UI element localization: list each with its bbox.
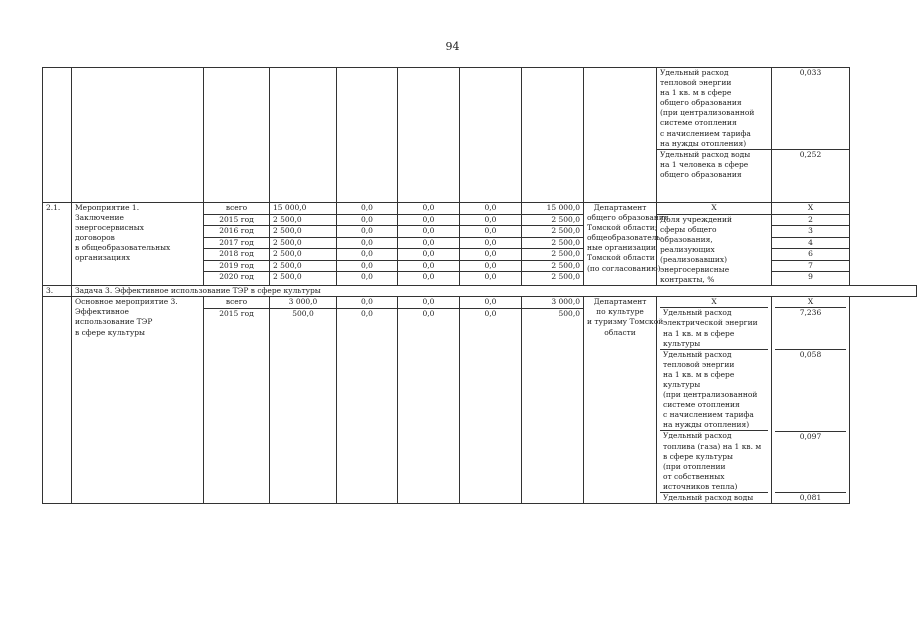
indicator-line: культуры xyxy=(663,380,701,389)
zero-amount: 0,0 xyxy=(337,238,397,250)
indicator-line: (при централизованной xyxy=(663,390,758,400)
executor-line: общего образования xyxy=(587,213,669,223)
zero-amount: 0,0 xyxy=(337,249,397,261)
zero-amount: 0,0 xyxy=(398,215,459,227)
indicator-text xyxy=(657,68,771,150)
zero-amount: 0,0 xyxy=(337,226,397,238)
period: 2018 год xyxy=(204,249,269,261)
zero-amount: 0,0 xyxy=(337,215,397,227)
empty-cell xyxy=(398,68,460,203)
period: 2019 год xyxy=(204,261,269,273)
indicator-value: 7 xyxy=(772,261,849,273)
indicator-line: энергосервисные xyxy=(660,264,730,274)
other-amount: 2 500,0 xyxy=(522,261,583,273)
executor-line: и туризму Томской xyxy=(587,317,664,327)
empty-cell xyxy=(522,68,584,203)
zero-column xyxy=(398,297,460,504)
empty-cell xyxy=(43,68,72,203)
task-title: Задача 3. Эффективное использование ТЭР в сфере культуры xyxy=(72,286,917,297)
period: 2015 год xyxy=(219,308,254,318)
table-row-2-1 xyxy=(43,203,917,286)
indicator-line: на 1 кв. м в сфере xyxy=(663,369,735,379)
indicator-line: тепловой энергии xyxy=(663,359,735,369)
totals-cell xyxy=(270,297,337,504)
zero-column xyxy=(337,297,398,504)
indicator-line: сферы общего xyxy=(660,224,717,234)
zero-amount: 0,0 xyxy=(337,203,397,215)
other-amount: 2 500,0 xyxy=(522,215,583,227)
indicator-line: тепловой энергии xyxy=(660,78,732,88)
zero-amount: 0,0 xyxy=(398,226,459,238)
table-row-main-3 xyxy=(43,297,917,504)
program-table xyxy=(42,67,917,504)
periods-cell xyxy=(204,203,270,286)
indicator-line: на нужды отопления) xyxy=(660,138,747,148)
value-cell xyxy=(772,297,850,504)
other-sources-cell xyxy=(522,203,584,286)
measure-name-line: Эффективное xyxy=(75,307,129,317)
zero-amount: 0,0 xyxy=(337,297,397,309)
empty-cell xyxy=(584,68,657,203)
zero-amount: 0,0 xyxy=(422,272,435,281)
indicator-value: 0,081 xyxy=(799,493,822,503)
zero-amount: 0,0 xyxy=(460,249,521,261)
indicator-line: Х xyxy=(711,297,717,307)
executor-line: Томской области xyxy=(587,253,655,263)
other-amount: 2 500,0 xyxy=(522,249,583,261)
indicator-value: 3 xyxy=(772,226,849,238)
indicator-value: 6 xyxy=(772,249,849,261)
executor-line: по культуре xyxy=(596,307,644,317)
measure-name-line: энергосервисных xyxy=(75,223,144,233)
executor-line: Департамент xyxy=(593,203,647,212)
indicator-line: Доля учреждений xyxy=(660,214,733,224)
indicator-text xyxy=(657,215,771,286)
indicator-line: реализующих xyxy=(660,244,715,254)
indicator-value: 0,252 xyxy=(799,149,822,159)
total-amount: 2 500,0 xyxy=(273,272,302,281)
indicator-line: общего образования xyxy=(660,98,742,108)
measure-name-line: в общеобразовательных xyxy=(75,243,171,253)
empty-cell xyxy=(43,297,72,504)
zero-amount: 0,0 xyxy=(460,215,521,227)
indicator-value: Х xyxy=(772,203,849,215)
zero-amount: 0,0 xyxy=(484,272,497,281)
program-table-page xyxy=(42,67,886,504)
indicator-line: Удельный расход xyxy=(663,349,732,359)
indicator-line: системе отопления xyxy=(660,118,737,128)
indicator-line: источников тепла) xyxy=(663,481,738,491)
total-amount: 2 500,0 xyxy=(270,226,336,238)
indicator-cell xyxy=(657,68,772,203)
indicator-line: Удельный расход xyxy=(663,431,732,441)
executor-cell xyxy=(584,203,669,286)
indicator-placeholder: Х xyxy=(657,203,771,215)
total-amount: 2 500,0 xyxy=(270,238,336,250)
measure-name xyxy=(72,203,204,286)
indicator-line: Удельный расход воды xyxy=(660,149,751,159)
row-number: 2.1. xyxy=(43,203,72,286)
empty-cell xyxy=(337,68,398,203)
executor-cell xyxy=(584,297,664,504)
indicator-line: с начислением тарифа xyxy=(660,128,751,138)
table-body xyxy=(43,68,917,504)
other-amount: 2 500,0 xyxy=(522,238,583,250)
measure-name-line: Основное мероприятие 3. xyxy=(75,297,178,307)
indicator-value: 0,058 xyxy=(775,350,846,432)
measure-name-line: организациях xyxy=(75,253,131,263)
zero-amount: 0,0 xyxy=(460,226,521,238)
other-amount: 3 000,0 xyxy=(522,297,583,309)
indicator-cell xyxy=(657,297,772,504)
indicator-value: 2 xyxy=(772,215,849,227)
indicator-line: (при отоплении xyxy=(663,461,726,471)
indicator-text xyxy=(660,431,768,493)
zero-amount: 0,0 xyxy=(398,297,459,309)
value-cell xyxy=(772,68,850,203)
indicator-line: с начислением тарифа xyxy=(663,410,754,420)
zero-amount: 0,0 xyxy=(337,261,397,273)
measure-name-line: в сфере культуры xyxy=(75,327,146,337)
empty-cell xyxy=(270,68,337,203)
measure-name-line: договоров xyxy=(75,233,115,243)
indicator-line: на 1 кв. м в сфере xyxy=(663,328,735,338)
indicator-line: от собственных xyxy=(663,471,725,481)
period: всего xyxy=(204,297,269,309)
zero-amount: 0,0 xyxy=(460,203,521,215)
zero-amount: 0,0 xyxy=(398,261,459,273)
executor-line: (по согласованию) xyxy=(587,263,661,273)
zero-amount: 0,0 xyxy=(460,238,521,250)
empty-cell xyxy=(460,68,522,203)
executor-line: ные организации xyxy=(587,243,656,253)
zero-amount: 0,0 xyxy=(422,308,435,318)
total-amount: 500,0 xyxy=(292,308,314,318)
zero-amount: 0,0 xyxy=(398,238,459,250)
indicator-line: образования, xyxy=(660,234,713,244)
table-row-top xyxy=(43,68,917,203)
table-row-task-3 xyxy=(43,286,917,297)
other-amount: 15 000,0 xyxy=(522,203,583,215)
value-cell xyxy=(772,203,850,286)
indicator-value: Х xyxy=(775,297,846,308)
indicator-line: общего образования xyxy=(660,169,742,179)
indicator-value: 4 xyxy=(772,238,849,250)
indicator-text xyxy=(660,308,768,349)
empty-cell xyxy=(204,68,270,203)
zero-column xyxy=(398,203,460,286)
indicator-text xyxy=(660,493,768,503)
empty-cell xyxy=(72,68,204,203)
total-amount: 15 000,0 xyxy=(270,203,336,215)
measure-name xyxy=(72,297,204,504)
measure-name-line: Мероприятие 1. xyxy=(75,203,140,212)
indicator-text xyxy=(657,150,771,180)
indicator-line: (при централизованной xyxy=(660,108,755,118)
indicator-line: Удельный расход xyxy=(663,308,732,318)
task-number: 3. xyxy=(43,286,72,297)
other-sources-cell xyxy=(522,297,584,504)
indicator-line: топлива (газа) на 1 кв. м xyxy=(663,441,762,451)
indicator-value: 0,097 xyxy=(775,432,846,494)
indicator-text xyxy=(660,297,768,308)
zero-amount: 0,0 xyxy=(460,261,521,273)
page-number: 94 xyxy=(445,40,460,53)
executor-line: Томской области; xyxy=(587,223,658,233)
zero-amount: 0,0 xyxy=(484,308,497,318)
indicator-line: Удельный расход воды xyxy=(663,493,754,503)
period: 2016 год xyxy=(204,226,269,238)
total-amount: 2 500,0 xyxy=(270,261,336,273)
zero-amount: 0,0 xyxy=(460,297,521,309)
zero-amount: 0,0 xyxy=(361,308,373,318)
total-amount: 2 500,0 xyxy=(270,215,336,227)
indicator-line: в сфере культуры xyxy=(663,451,734,461)
indicator-line: на 1 кв. м в сфере xyxy=(660,88,732,98)
measure-name-line: Заключение xyxy=(75,213,124,223)
other-amount: 2 500,0 xyxy=(551,272,580,281)
period: 2015 год xyxy=(204,215,269,227)
periods-cell xyxy=(204,297,270,504)
period: 2017 год xyxy=(204,238,269,250)
indicator-line: контракты, % xyxy=(660,275,715,285)
zero-column xyxy=(337,203,398,286)
indicator-line: на 1 человека в сфере xyxy=(660,159,749,169)
period: 2020 год xyxy=(219,272,254,281)
executor-line: Департамент xyxy=(593,297,647,307)
other-amount: 2 500,0 xyxy=(522,226,583,238)
other-amount: 500,0 xyxy=(558,308,580,318)
indicator-value: 0,033 xyxy=(772,68,849,150)
zero-amount: 0,0 xyxy=(398,203,459,215)
indicator-value: 7,236 xyxy=(775,308,846,349)
executor-line: области xyxy=(604,327,636,337)
total-amount: 3 000,0 xyxy=(270,297,336,309)
indicator-value: 9 xyxy=(808,272,813,281)
zero-column xyxy=(460,297,522,504)
indicator-line: электрической энергии xyxy=(663,318,758,328)
indicator-line: культуры xyxy=(663,338,701,348)
zero-amount: 0,0 xyxy=(398,249,459,261)
indicator-line: (реализовавших) xyxy=(660,254,728,264)
indicator-line: на нужды отопления) xyxy=(663,420,750,430)
zero-column xyxy=(460,203,522,286)
total-amount: 2 500,0 xyxy=(270,249,336,261)
indicator-cell xyxy=(657,203,772,286)
executor-line: общеобразователь- xyxy=(587,233,664,243)
indicator-text xyxy=(660,350,768,432)
totals-cell xyxy=(270,203,337,286)
indicator-line: Удельный расход xyxy=(660,68,729,77)
zero-amount: 0,0 xyxy=(361,272,373,281)
measure-name-line: использование ТЭР xyxy=(75,317,153,327)
indicator-line: системе отопления xyxy=(663,400,740,410)
period: всего xyxy=(204,203,269,215)
